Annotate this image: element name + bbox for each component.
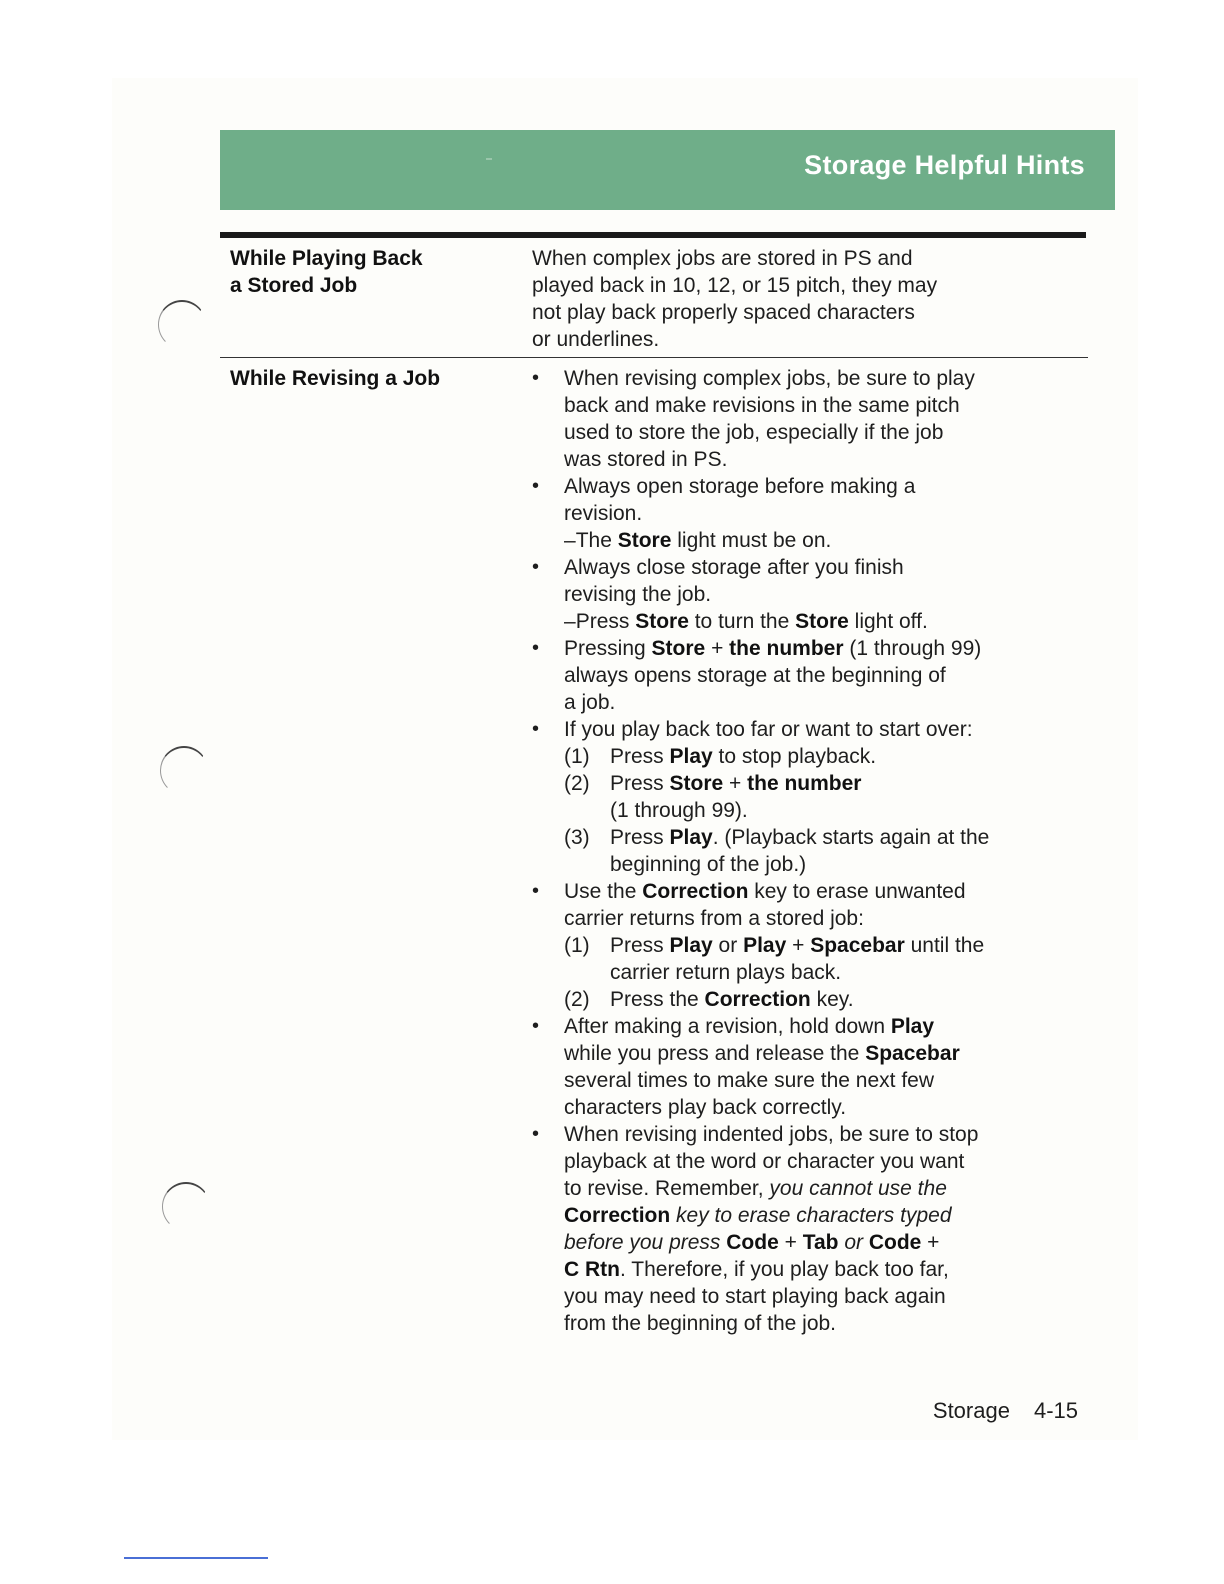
text-line: Always open storage before making a: [564, 475, 916, 498]
bullet-icon: •: [532, 475, 540, 497]
text-line: (1 through 99).: [610, 799, 748, 822]
key-name: Play: [890, 1015, 935, 1038]
text: light must be on.: [671, 529, 832, 552]
section-divider: [220, 357, 1088, 358]
text: to revise. Remember,: [564, 1177, 770, 1200]
list-item: [532, 365, 1092, 473]
key-name: Correction: [564, 1204, 671, 1227]
key-name: Correction: [704, 988, 811, 1011]
text: After making a revision, hold down: [564, 1015, 891, 1038]
text: Press: [610, 934, 670, 957]
text-line: [610, 986, 1092, 1013]
text: Press the: [610, 988, 705, 1011]
text-line: playback at the word or character you want: [564, 1150, 965, 1173]
bullet-icon: •: [532, 1123, 540, 1145]
text-line: several times to make sure the next few: [564, 1069, 934, 1092]
term-line: a Stored Job: [230, 274, 358, 297]
text-line: [564, 1175, 1092, 1202]
bullet-icon: •: [532, 367, 540, 389]
text-line: [610, 770, 1092, 797]
emphasis: or: [838, 1231, 869, 1254]
list-item: [532, 716, 1092, 878]
key-name: Store: [635, 610, 689, 633]
page-footer: [933, 1398, 1078, 1424]
text-line: was stored in PS.: [564, 448, 728, 471]
page-number: 4-15: [1033, 1398, 1078, 1423]
text: until the: [904, 934, 985, 957]
emphasis: before you press: [564, 1231, 727, 1254]
step-number: (2): [564, 988, 590, 1011]
numbered-step: [564, 743, 1092, 770]
key-name: the number: [747, 772, 862, 795]
key-name: Store: [795, 610, 849, 633]
body-line: not play back properly spaced characters: [532, 301, 915, 324]
key-name: Code: [868, 1231, 922, 1254]
step-number: (2): [564, 772, 590, 795]
sub-point: [564, 527, 1092, 554]
numbered-step: [564, 986, 1092, 1013]
text-line: [564, 1229, 1092, 1256]
key-name: Store: [651, 637, 706, 660]
key-name: Play: [743, 934, 787, 957]
text: key.: [810, 988, 854, 1011]
numbered-step: [564, 824, 1092, 878]
text-line: characters play back correctly.: [564, 1096, 847, 1119]
key-name: Spacebar: [810, 934, 905, 957]
text: +: [921, 1231, 940, 1254]
text-line: carrier return plays back.: [610, 961, 842, 984]
numbered-step: [564, 932, 1092, 986]
text: light off.: [848, 610, 928, 633]
body-line: played back in 10, 12, or 15 pitch, they may: [532, 274, 938, 297]
text-line: [564, 1040, 1092, 1067]
text: to stop playback.: [712, 745, 877, 768]
key-name: Correction: [642, 880, 749, 903]
text: +: [786, 934, 811, 957]
page-title: Storage Helpful Hints: [804, 150, 1085, 180]
text-line: [564, 635, 1092, 662]
bullet-icon: •: [532, 880, 540, 902]
text: Press: [575, 610, 636, 633]
text: +: [778, 1231, 803, 1254]
binder-hole-icon: [162, 1182, 210, 1231]
text-line: always opens storage at the beginning of: [564, 664, 946, 687]
emphasis: you cannot use the: [769, 1177, 947, 1200]
text: to turn the: [688, 610, 796, 633]
revising-hints-list: [532, 365, 1092, 1337]
term-line: While Playing Back: [230, 247, 423, 270]
key-name: Code: [726, 1231, 779, 1254]
key-name: Store: [669, 772, 724, 795]
text-line: When revising complex jobs, be sure to play: [564, 367, 975, 390]
numbered-step: [564, 770, 1092, 824]
text-line: back and make revisions in the same pitch: [564, 394, 960, 417]
list-item: [532, 1013, 1092, 1121]
step-number: (1): [564, 745, 590, 768]
bullet-icon: •: [532, 637, 540, 659]
binder-hole-icon: [160, 746, 208, 795]
text: Press: [610, 772, 670, 795]
term-playing-back: [230, 245, 500, 299]
term-revising: While Revising a Job: [230, 367, 441, 390]
bullet-icon: •: [532, 718, 540, 740]
emphasis: key to erase characters typed: [670, 1204, 952, 1227]
text: (1 through 99): [843, 637, 982, 660]
text-line: [564, 878, 1092, 905]
top-rule: [220, 232, 1086, 238]
text-line: [610, 932, 1092, 959]
bullet-icon: •: [532, 556, 540, 578]
key-name: Play: [669, 934, 713, 957]
scan-edge-line: [124, 1557, 268, 1559]
text-line: from the beginning of the job.: [564, 1312, 837, 1335]
key-name: Tab: [802, 1231, 839, 1254]
list-item: [532, 878, 1092, 1013]
text-line: you may need to start playing back again: [564, 1285, 946, 1308]
text: The: [575, 529, 618, 552]
text: +: [705, 637, 730, 660]
footer-section: Storage: [932, 1398, 1010, 1423]
key-name: Play: [669, 826, 713, 849]
text: Pressing: [564, 637, 652, 660]
text-line: a job.: [564, 691, 616, 714]
list-item: [532, 635, 1092, 716]
step-number: (3): [564, 826, 590, 849]
text: . (Playback starts again at the: [712, 826, 990, 849]
key-name: Play: [669, 745, 713, 768]
binder-hole-icon: [158, 300, 206, 349]
text-line: revising the job.: [564, 583, 712, 606]
text-line: revision.: [564, 502, 643, 525]
text: . Therefore, if you play back too far,: [620, 1258, 949, 1281]
text-line: beginning of the job.): [610, 853, 807, 876]
body-line: or underlines.: [532, 328, 660, 351]
text: Use the: [564, 880, 643, 903]
text-line: When revising indented jobs, be sure to stop: [564, 1123, 979, 1146]
sub-point: [564, 608, 1092, 635]
key-name: C Rtn: [564, 1258, 620, 1281]
text: while you press and release the: [564, 1042, 866, 1065]
text: +: [723, 772, 748, 795]
text-line: [564, 1202, 1092, 1229]
list-item: [532, 1121, 1092, 1337]
text-line: [564, 1013, 1092, 1040]
text: Press: [610, 826, 670, 849]
bullet-icon: •: [532, 1015, 540, 1037]
dash-icon: –: [564, 610, 576, 633]
key-name: the number: [729, 637, 844, 660]
key-name: Spacebar: [865, 1042, 960, 1065]
text-line: carrier returns from a stored job:: [564, 907, 864, 930]
step-number: (1): [564, 934, 590, 957]
text-line: [610, 743, 1092, 770]
dash-icon: –: [564, 529, 576, 552]
text-line: [564, 1256, 1092, 1283]
text: key to erase unwanted: [748, 880, 966, 903]
text: or: [712, 934, 744, 957]
text-line: used to store the job, especially if the job: [564, 421, 944, 444]
text-line: Always close storage after you finish: [564, 556, 904, 579]
list-item: [532, 554, 1092, 635]
list-item: [532, 473, 1092, 554]
text-line: If you play back too far or want to start over:: [564, 718, 973, 741]
text: Press: [610, 745, 670, 768]
body-line: When complex jobs are stored in PS and: [532, 247, 913, 270]
playing-back-text: [532, 245, 1052, 353]
key-name: Store: [617, 529, 672, 552]
banner-mark: [486, 158, 492, 160]
text-line: [610, 824, 1092, 851]
header-banner: [220, 130, 1115, 210]
